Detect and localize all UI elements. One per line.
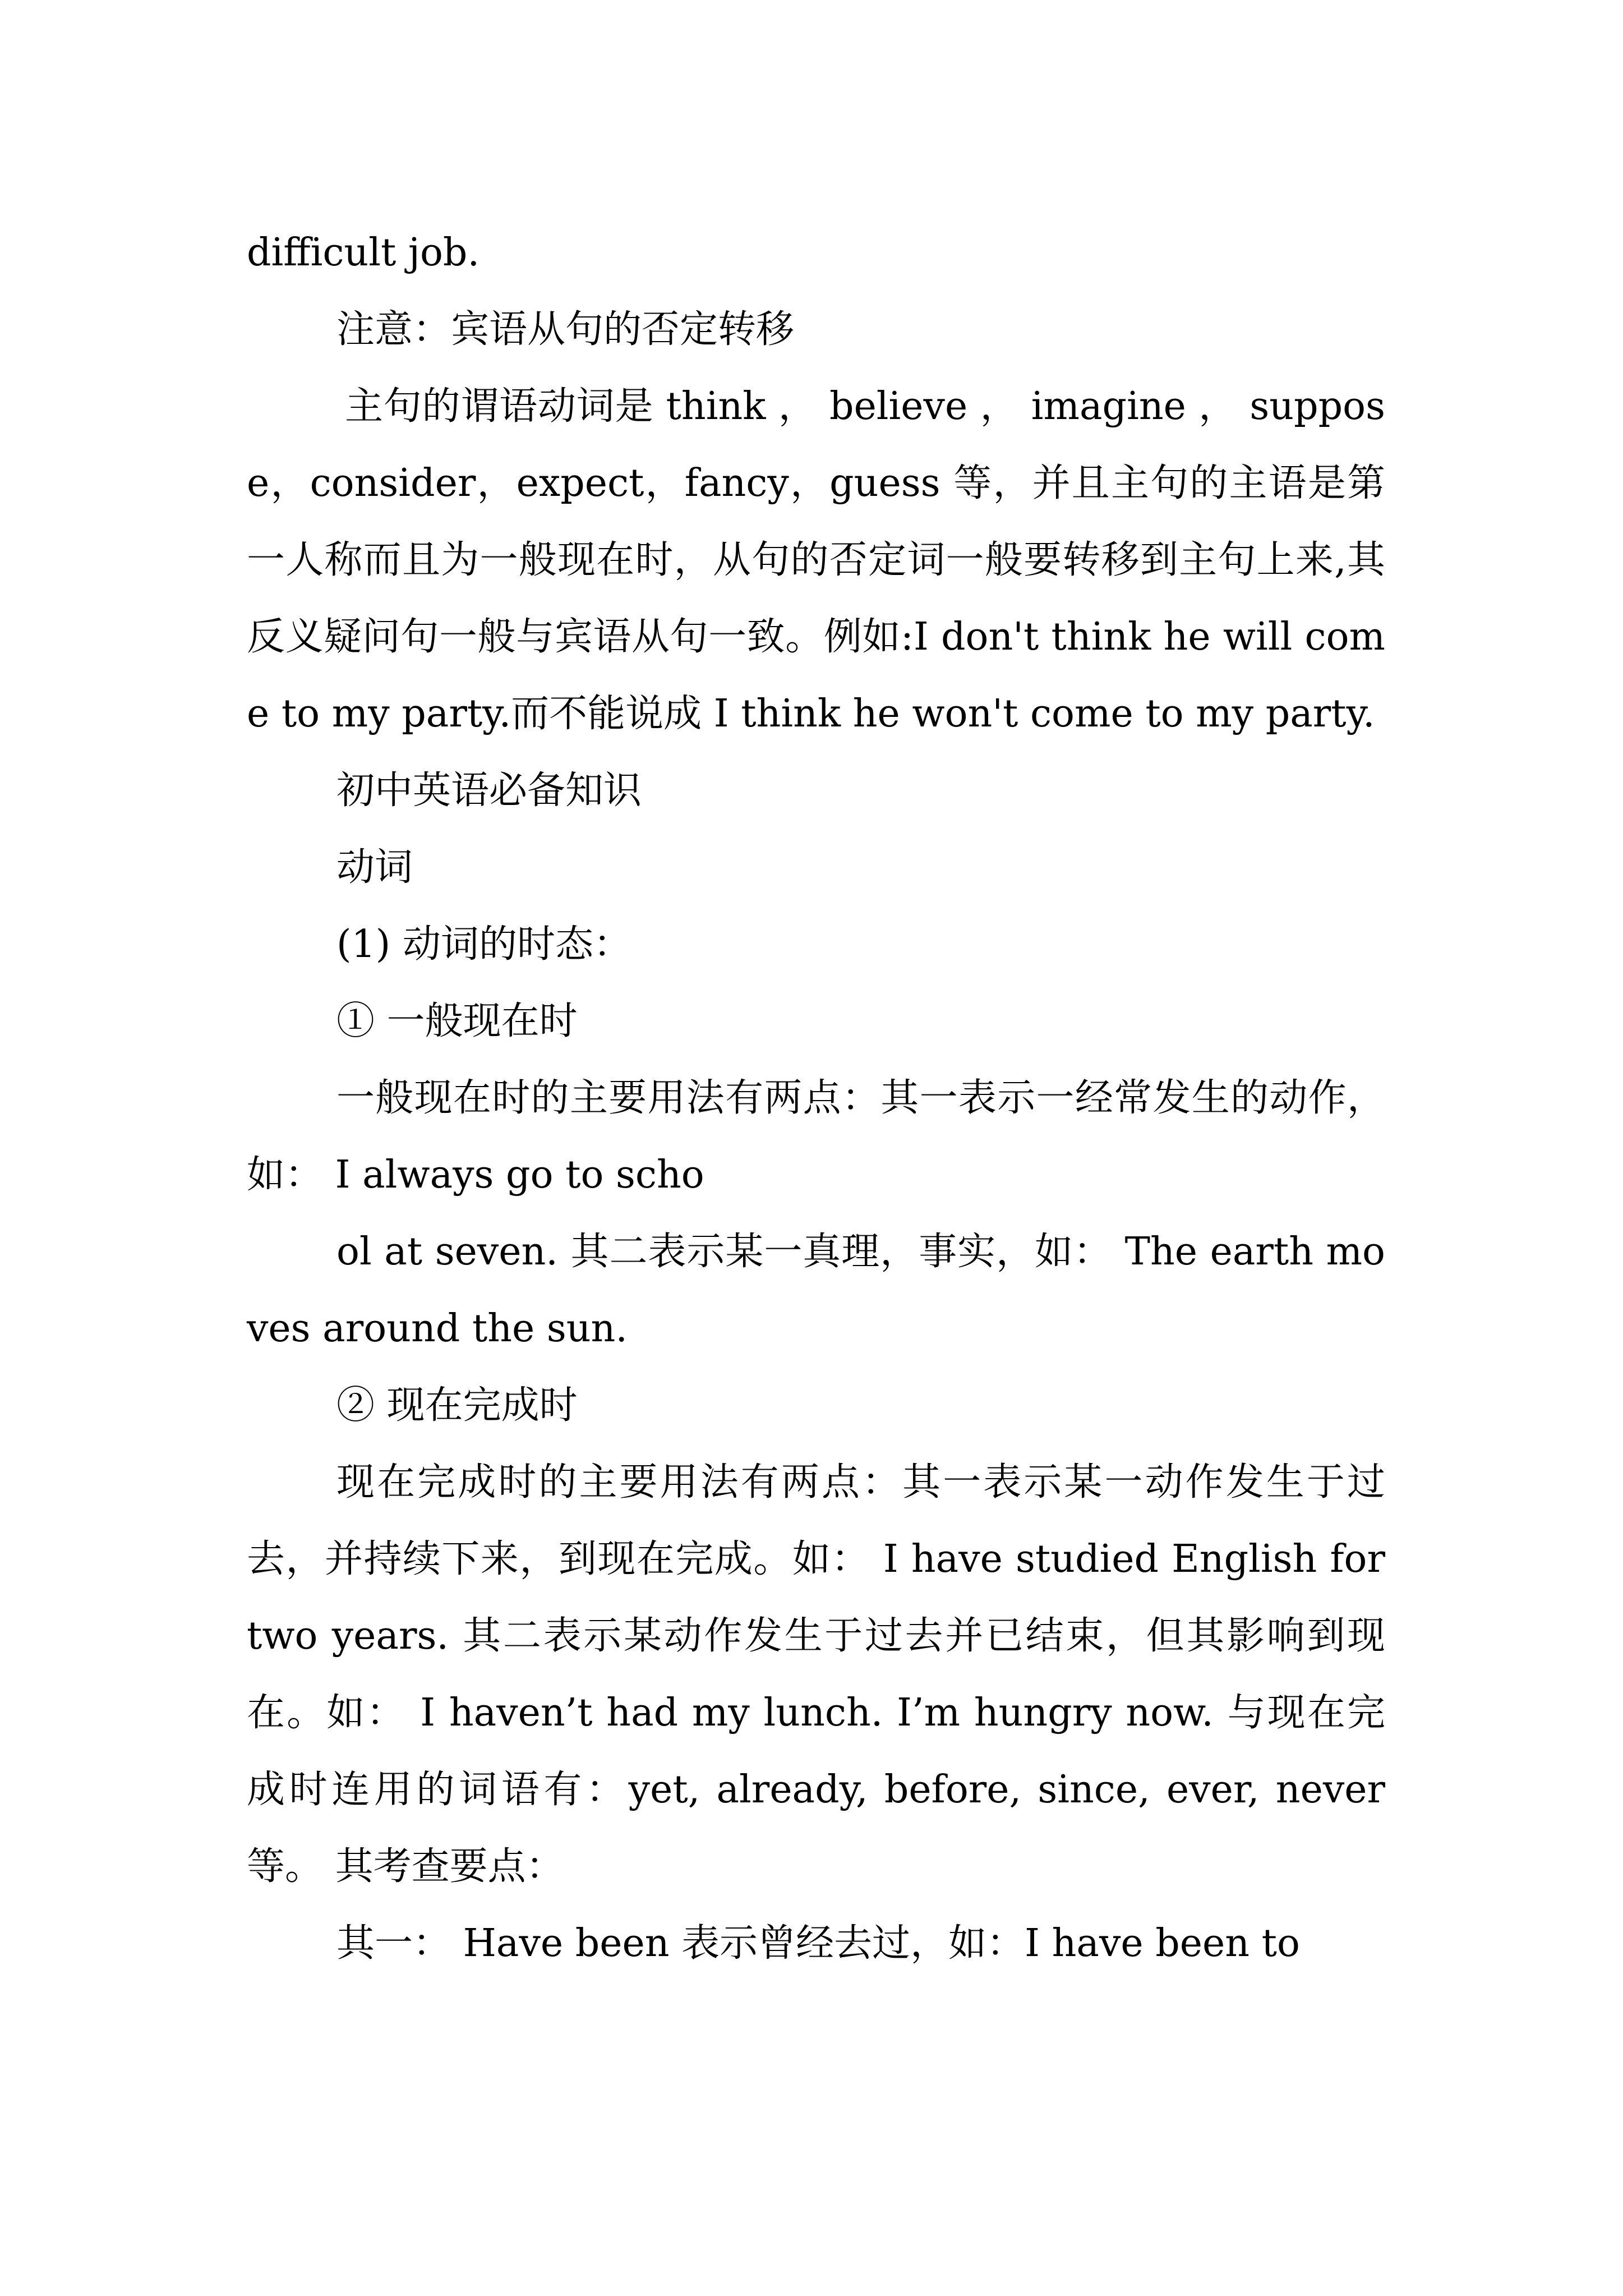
paragraph-present-perfect: 现在完成时的主要用法有两点：其一表示某一动作发生于过去，并持续下来，到现在完成。如： I have studied English for two years. 其二表示某动作发生于过去并已结束，但其影响到现在。如： I haven’t had my lunch. I’m hungry now. 与现在完成时连用的词语有：yet, already, before, since, ever, never 等。 其考查要点： [247,1460,1385,1889]
document-body [247,214,1385,1982]
paragraph-negation-transfer: 主句的谓语动词是 think ， believe ， imagine ， suppose，consider，expect，fancy，guess 等，并且主句的主语是第一人称而且为一般现在时，从句的否定词一般要转移到主句上来,其反义疑问句一般与宾语从句一致。例如:I don't think he will come to my party.而不能说成 I think he won't come to my party. [247,384,1385,736]
heading-present-perfect: ② 现在完成时 [336,1383,578,1428]
subsection-tense: (1) 动词的时态： [336,922,631,967]
paragraph-1: difficult job. [247,231,480,275]
paragraph-have-been: 其一： Have been 表示曾经去过，如：I have been to [336,1921,1300,1966]
paragraph-simple-present-1: 一般现在时的主要用法有两点：其一表示一经常发生的动作，如： I always go to scho [247,1076,1385,1197]
heading-simple-present: ① 一般现在时 [336,999,578,1043]
paragraph-simple-present-2: ol at seven. 其二表示某一真理，事实，如： The earth moves around the sun. [247,1230,1385,1351]
subsection-title-verb: 动词 [336,845,413,890]
note-heading: 注意：宾语从句的否定转移 [336,307,795,352]
section-title: 初中英语必备知识 [336,769,642,813]
